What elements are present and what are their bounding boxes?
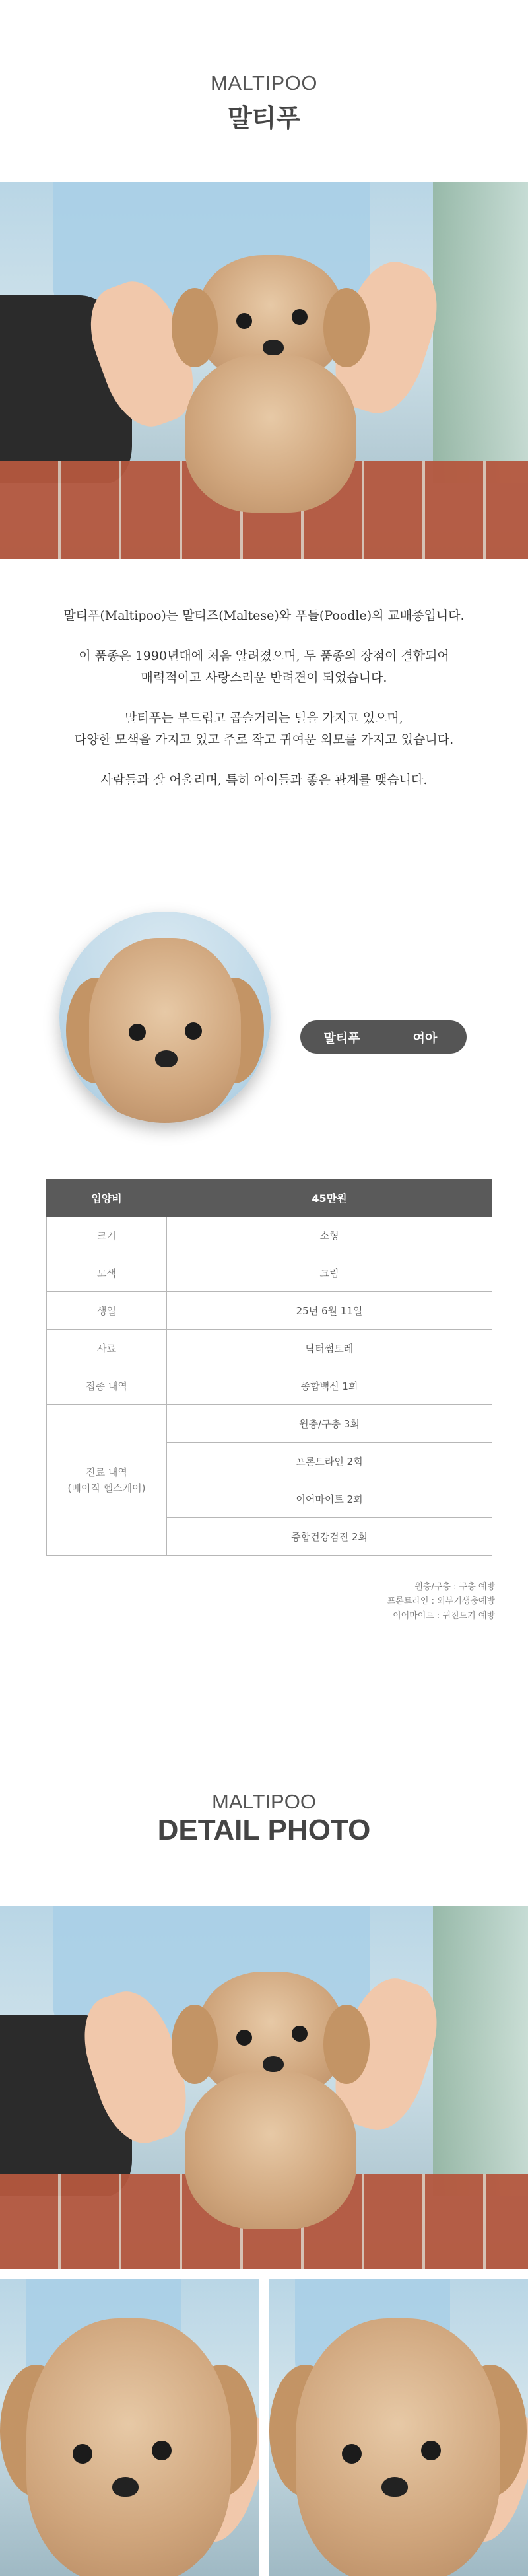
table-row: [47, 1330, 492, 1367]
description-p4: 사람들과 잘 어울리며, 특히 아이들과 좋은 관계를 맺습니다.: [100, 773, 428, 787]
table-row: [47, 1254, 492, 1292]
description-p2-line1: 이 품종은 1990년대에 처음 알려졌으며, 두 품종의 장점이 결합되어: [79, 649, 449, 663]
info-table: [46, 1179, 492, 1556]
note-line: 이어마이트 : 귀진드기 예방: [393, 1611, 495, 1621]
birthday-value: 25년 6월 11일: [167, 1292, 492, 1330]
care-item: 프론트라인 2회: [167, 1443, 492, 1480]
breed-sex-badge: [300, 1020, 467, 1054]
food-value: 닥터썸토레: [167, 1330, 492, 1367]
table-row: [47, 1217, 492, 1254]
description-p3-line1: 말티푸는 부드럽고 곱슬거리는 털을 가지고 있으며,: [125, 711, 403, 725]
care-history-label-line2: (베이직 헬스케어): [67, 1482, 146, 1494]
detail-photo-left: [0, 2279, 259, 2576]
care-item: 이어마이트 2회: [167, 1480, 492, 1518]
description: [0, 605, 528, 810]
care-notes: [387, 1580, 495, 1624]
page-title: 말티푸: [227, 104, 301, 133]
table-header-row: [47, 1180, 492, 1217]
badge-breed: 말티푸: [323, 1030, 360, 1046]
color-label: 모색: [47, 1254, 167, 1292]
hero-photo: [0, 182, 528, 559]
care-item: 원충/구충 3회: [167, 1405, 492, 1443]
detail-photo-main: [0, 1906, 528, 2269]
care-history-label: [47, 1405, 167, 1556]
care-item: 종합건강검진 2회: [167, 1518, 492, 1556]
care-history-label-line1: 진료 내역: [86, 1466, 127, 1478]
vaccination-label: 접종 내역: [47, 1367, 167, 1405]
birthday-label: 생일: [47, 1292, 167, 1330]
size-label: 크기: [47, 1217, 167, 1254]
food-label: 사료: [47, 1330, 167, 1367]
color-value: 크림: [167, 1254, 492, 1292]
size-value: 소형: [167, 1217, 492, 1254]
note-line: 원충/구충 : 구충 예방: [414, 1582, 495, 1592]
table-row: [47, 1367, 492, 1405]
vaccination-value: 종합백신 1회: [167, 1367, 492, 1405]
detail-eyebrow: MALTIPOO: [212, 1790, 316, 1813]
note-line: 프론트라인 : 외부기생충예방: [387, 1596, 495, 1606]
detail-photo-right: [269, 2279, 528, 2576]
table-row: [47, 1292, 492, 1330]
badge-sex: 여아: [412, 1030, 438, 1046]
table-row: [47, 1405, 492, 1443]
description-p1: 말티푸(Maltipoo)는 말티즈(Maltese)와 푸들(Poodle)의 교배종입니다.: [63, 608, 465, 623]
header-eyebrow: MALTIPOO: [211, 71, 317, 94]
adoption-fee-label: 입양비: [47, 1180, 167, 1217]
detail-title: DETAIL PHOTO: [157, 1814, 371, 1846]
description-p2-line2: 매력적이고 사랑스러운 반려견이 되었습니다.: [141, 670, 387, 685]
puppy-portrait: [59, 912, 271, 1123]
adoption-fee-value: 45만원: [167, 1180, 492, 1217]
description-p3-line2: 다양한 모색을 가지고 있고 주로 작고 귀여운 외모를 가지고 있습니다.: [74, 733, 454, 747]
